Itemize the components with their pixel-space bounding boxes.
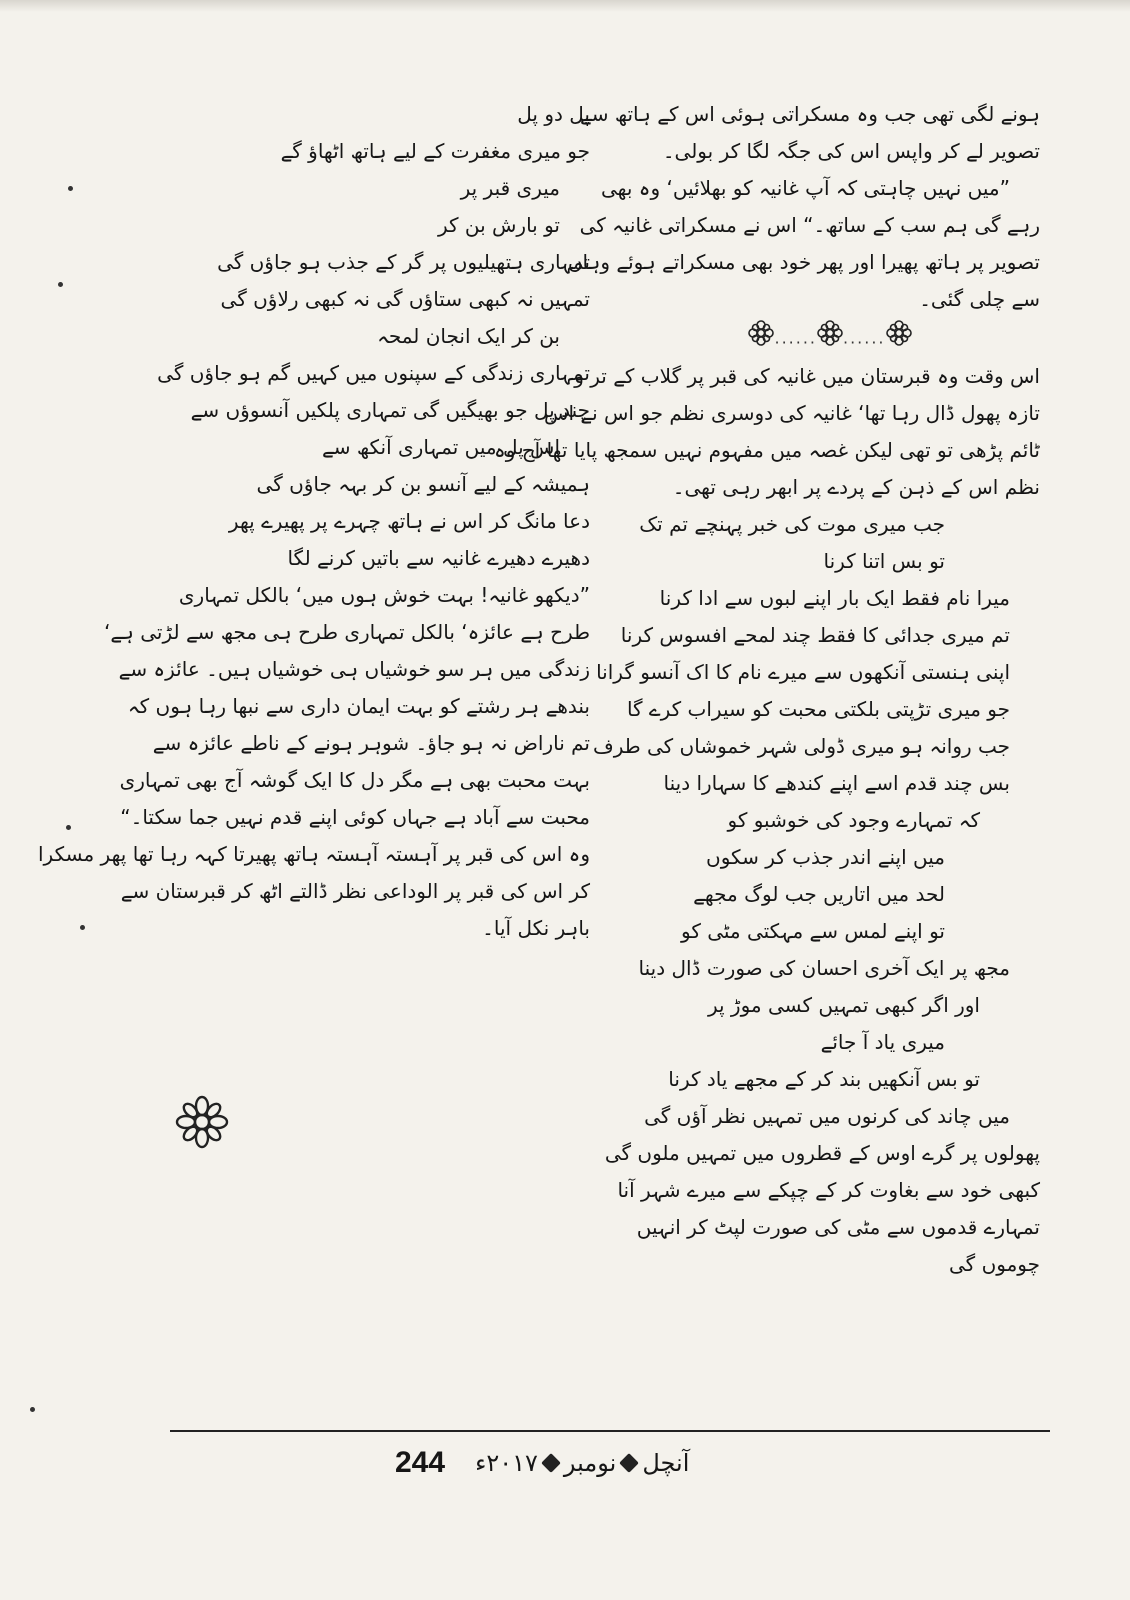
text-line: بس چند قدم اسے اپنے کندھے کا سہارا دینا [663, 771, 1010, 795]
text-line: تو بس آنکھیں بند کر کے مجھے یاد کرنا [668, 1067, 980, 1091]
text-line: ”دیکھو غانیہ! بہت خوش ہوں میں‘ بالکل تمہاری [178, 583, 590, 607]
scan-speck [30, 1407, 35, 1412]
text-line: کر اس کی قبر پر الوداعی نظر ڈالتے اٹھ کر قبرستان سے [120, 879, 590, 903]
separator-dots: ...... [774, 328, 817, 348]
text-line: تازہ پھول ڈال رہا تھا‘ غانیہ کی دوسری نظم جو اس نے اس [544, 401, 1040, 425]
text-line: بن کر ایک انجان لمحہ [377, 324, 560, 348]
text-line: تو اپنے لمس سے مہکتی مٹی کو [680, 919, 945, 943]
text-line: تصویر لے کر واپس اس کی جگہ لگا کر بولی۔ [662, 139, 1040, 163]
text-line: پل دو پل [517, 102, 590, 126]
text-line: ہمیشہ کے لیے آنسو بن کر بہہ جاؤں گی [256, 472, 590, 496]
issue-month: نومبر [563, 1449, 617, 1477]
text-line: تم میری جدائی کا فقط چند لمحے افسوس کرنا [620, 623, 1010, 647]
diamond-icon [541, 1453, 561, 1473]
text-line: دھیرے دھیرے غانیہ سے باتیں کرنے لگا [287, 546, 590, 570]
text-line: چند پل جو بھیگیں گی تمہاری پلکیں آنسوؤں سے [190, 398, 590, 422]
text-line: جب میری موت کی خبر پہنچے تم تک [639, 512, 945, 536]
scan-top-edge [0, 0, 1130, 12]
text-line: نظم اس کے ذہن کے پردے پر ابھر رہی تھی۔ [672, 475, 1040, 499]
text-line: بندھے ہر رشتے کو بہت ایمان داری سے نبھا رہا ہوں کہ [127, 694, 590, 718]
text-line: لحد میں اتاریں جب لوگ مجھے [693, 882, 945, 906]
section-separator [620, 318, 1040, 358]
page-footer [395, 1438, 835, 1488]
left-column [37, 96, 590, 947]
scan-speck [80, 925, 85, 930]
magazine-name: آنچل [642, 1449, 690, 1477]
text-line: ہونے لگی تھی جب وہ مسکراتی ہوئی اس کے ہاتھ سے [580, 102, 1040, 126]
text-line: جو میری مغفرت کے لیے ہاتھ اٹھاؤ گے [280, 139, 590, 163]
page-number: 244 [395, 1446, 446, 1479]
left-column-text [37, 96, 590, 947]
text-line: سے چلی گئی۔ [919, 287, 1040, 311]
scan-speck [68, 186, 73, 191]
text-line: مجھ پر ایک آخری احسان کی صورت ڈال دینا [638, 956, 1010, 980]
text-line: زندگی میں ہر سو خوشیاں ہی خوشیاں ہیں۔ عائزہ سے [118, 657, 590, 681]
text-line: ”میں نہیں چاہتی کہ آپ غانیہ کو بھلائیں‘ وہ بھی [600, 176, 1010, 200]
text-line: کہ تمہارے وجود کی خوشبو کو [727, 808, 980, 832]
text-line: میں اپنے اندر جذب کر سکوں [706, 845, 945, 869]
text-line: جو میری تڑپتی بلکتی محبت کو سیراب کرے گا [626, 697, 1010, 721]
text-line: پھولوں پر گرے اوس کے قطروں میں تمہیں ملوں گی [604, 1141, 1040, 1165]
text-line: ٹائم پڑھی تو تھی لیکن غصہ میں مفہوم نہیں سمجھ پایا تھا آج وہ [494, 438, 1040, 462]
flower-ornament-icon [748, 320, 774, 346]
text-line: میں چاند کی کرنوں میں تمہیں نظر آؤں گی [644, 1104, 1010, 1128]
footer-title [475, 1449, 689, 1477]
text-line: تو بارش بن کر [437, 213, 560, 237]
right-column-paragraph [567, 96, 1040, 318]
text-line: تو بس اتنا کرنا [823, 549, 945, 573]
text-line: باہر نکل آیا۔ [482, 916, 590, 940]
text-line: تمہیں نہ کبھی ستاؤں گی نہ کبھی رلاؤں گی [220, 287, 590, 311]
text-line: محبت سے آباد ہے جہاں کوئی اپنے قدم نہیں جما سکتا۔“ [120, 805, 590, 829]
flower-ornament-icon [886, 320, 912, 346]
scan-speck [58, 282, 63, 287]
flower-ornament-icon [817, 320, 843, 346]
text-line: تمہاری زندگی کے سپنوں میں کہیں گم ہو جاؤں گی [157, 361, 590, 385]
text-line: بہت محبت بھی ہے مگر دل کا ایک گوشہ آج بھی تمہاری [119, 768, 590, 792]
text-line: چوموں گی [949, 1252, 1040, 1276]
text-line: تم ناراض نہ ہو جاؤ۔ شوہر ہونے کے ناطے عائزہ سے [152, 731, 590, 755]
text-line: طرح ہے عائزہ‘ بالکل تمہاری طرح ہی مجھ سے لڑتی ہے‘ [104, 620, 590, 644]
text-line: دعا مانگ کر اس نے ہاتھ چہرے پر پھیرے پھر [228, 509, 590, 533]
text-line: اس وقت وہ قبرستان میں غانیہ کی قبر پر گلاب کے تر و [574, 364, 1040, 388]
text-line: اس پل میں تمہاری آنکھ سے [322, 435, 560, 459]
text-line: تمہاری ہتھیلیوں پر گر کے جذب ہو جاؤں گی [217, 250, 590, 274]
text-line: تصویر پر ہاتھ پھیرا اور پھر خود بھی مسکراتے ہوئے وہاں [567, 250, 1040, 274]
issue-year: ۲۰۱۷ء [475, 1449, 538, 1477]
text-line: میری یاد آ جائے [820, 1030, 945, 1054]
end-flower-ornament-icon [175, 1095, 229, 1149]
text-line: اپنی ہنستی آنکھوں سے میرے نام کا اک آنسو گرانا [596, 660, 1010, 684]
text-line: کبھی خود سے بغاوت کر کے چپکے سے میرے شہر آنا [617, 1178, 1040, 1202]
text-line: جب روانہ ہو میری ڈولی شہر خموشاں کی طرف [592, 734, 1010, 758]
text-line: اور اگر کبھی تمہیں کسی موڑ پر [707, 993, 980, 1017]
text-line: تمہارے قدموں سے مٹی کی صورت لپٹ کر انہیں [636, 1215, 1040, 1239]
text-line: وہ اس کی قبر پر آہستہ آہستہ ہاتھ پھیرتا کہہ رہا تھا پھر مسکرا [37, 842, 590, 866]
separator-dots: ...... [843, 328, 886, 348]
text-line: رہے گی ہم سب کے ساتھ۔“ اس نے مسکراتی غانیہ کی [579, 213, 1040, 237]
footer-rule [170, 1430, 1050, 1432]
scan-speck [66, 825, 71, 830]
text-line: میرا نام فقط ایک بار اپنے لبوں سے ادا کرنا [659, 586, 1010, 610]
diamond-icon [619, 1453, 639, 1473]
text-line: میری قبر پر [460, 176, 560, 200]
